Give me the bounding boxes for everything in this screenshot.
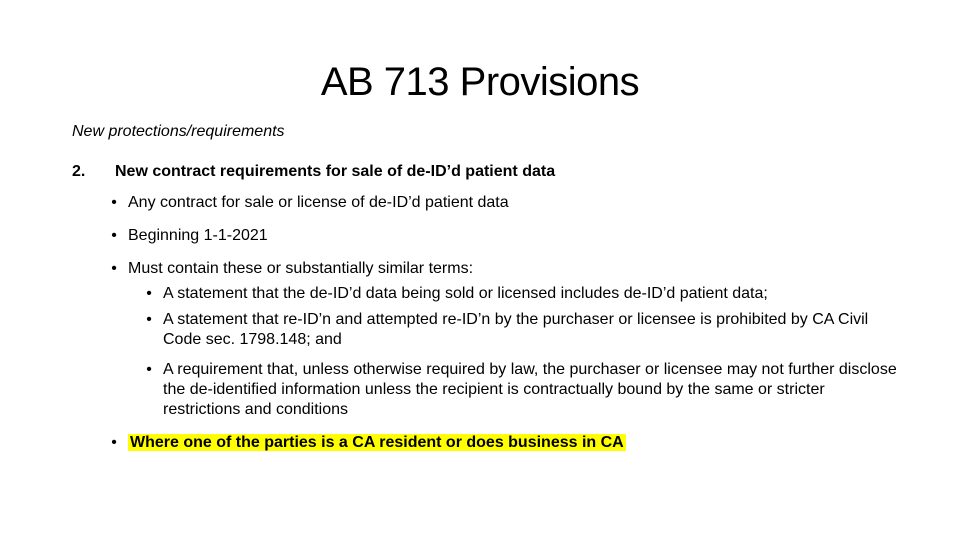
sub-bullet-text: A statement that the de-ID’d data being sold or licensed includes de-ID’d patient data; bbox=[163, 285, 768, 302]
slide-subtitle: New protections/requirements bbox=[72, 123, 285, 140]
sub-bullet-item bbox=[146, 284, 903, 304]
sub-bullet-item bbox=[146, 310, 903, 350]
bullet-glyph: • bbox=[111, 194, 117, 211]
bullet-glyph: • bbox=[146, 361, 152, 378]
sub-bullet-text: A statement that re-ID’n and attempted re-ID’n by the purchaser or licensee is prohibited by CA Civil Code sec. 1798.148; and bbox=[163, 311, 869, 348]
bullet-item bbox=[111, 226, 888, 246]
slide-title: AB 713 Provisions bbox=[320, 60, 640, 104]
highlighted-bullet-text: Where one of the parties is a CA resident or does business in CA bbox=[130, 434, 624, 451]
bullet-glyph: • bbox=[111, 227, 117, 244]
sub-bullet-item bbox=[146, 360, 903, 420]
section-number: 2. bbox=[72, 163, 86, 180]
bullet-glyph: • bbox=[111, 260, 117, 277]
bullet-text: Beginning 1-1-2021 bbox=[128, 227, 268, 244]
bullet-text: Must contain these or substantially similar terms: bbox=[128, 260, 474, 277]
bullet-glyph: • bbox=[146, 285, 152, 302]
bullet-item bbox=[111, 259, 888, 279]
section-heading bbox=[72, 162, 555, 182]
bullet-text: Any contract for sale or license of de-ID’d patient data bbox=[128, 194, 509, 211]
section-heading-text: New contract requirements for sale of de-ID’d patient data bbox=[115, 163, 556, 180]
bullet-item bbox=[111, 193, 888, 213]
bullet-glyph: • bbox=[111, 434, 117, 451]
sub-bullet-text: A requirement that, unless otherwise required by law, the purchaser or licensee may not further disclose the de-identified information unless the recipient is contractually bound by the same or stricter restrictions and conditions bbox=[163, 361, 897, 418]
highlighted-bullet-item bbox=[111, 433, 888, 453]
bullet-glyph: • bbox=[146, 311, 152, 328]
